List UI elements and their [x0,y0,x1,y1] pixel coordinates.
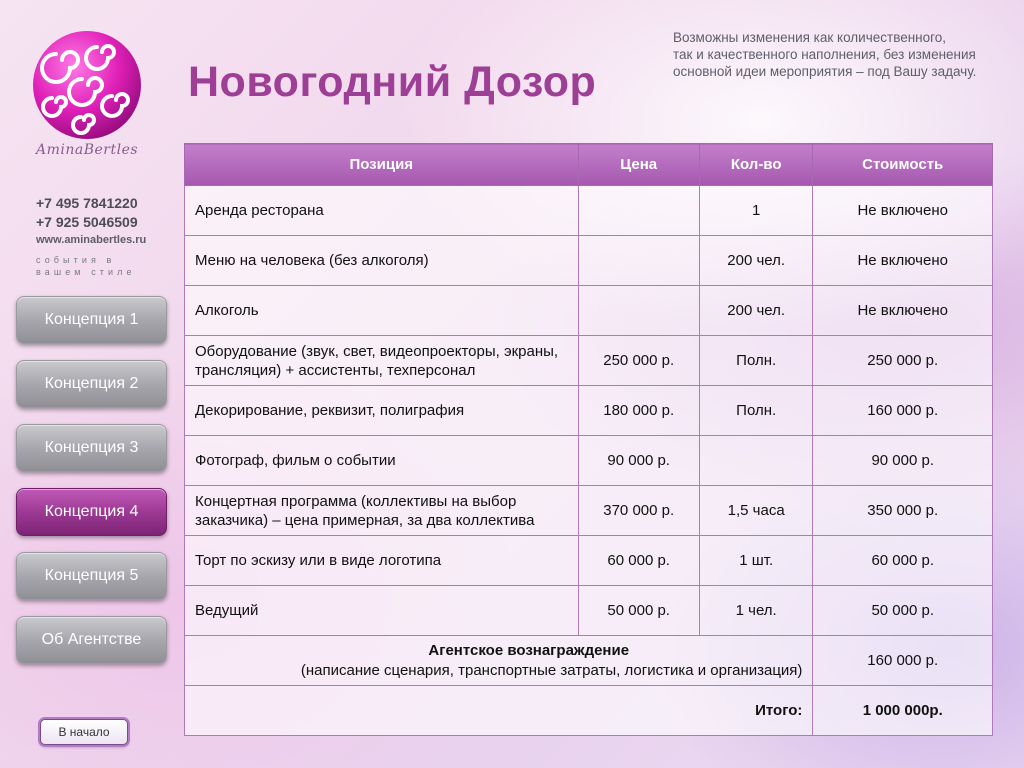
table-row [185,236,993,286]
position-text: Фотограф, фильм о событии [195,452,396,469]
agency-fee-subtitle: (написание сценария, транспортные затраты, логистика и организация) [300,661,803,679]
agency-fee-cell [185,636,813,686]
nav-concept-1-button[interactable]: Концепция 1 [16,296,167,344]
cell-position [185,486,579,536]
nav-concept-4-button[interactable]: Концепция 4 [16,488,167,536]
website: www.aminabertles.ru [36,234,147,246]
contacts [36,194,156,278]
agency-fee-row [185,636,993,686]
cell-cost: 160 000 р. [813,386,993,436]
note-line: так и качественного наполнения, без изменения [673,47,976,62]
cell-cost: Не включено [813,286,993,336]
home-button[interactable]: В начало [40,719,128,745]
logo-text: AminaBertles [36,142,139,158]
table-header-row [185,144,993,186]
cell-cost: 60 000 р. [813,536,993,586]
cell-qty: 1 [699,186,813,236]
cell-qty: 1 шт. [699,536,813,586]
cell-cost: 250 000 р. [813,336,993,386]
table-row [185,186,993,236]
nav-concept-3-button[interactable]: Концепция 3 [16,424,167,472]
cell-position [185,286,579,336]
nav-concept-5-button[interactable]: Концепция 5 [16,552,167,600]
cell-cost: 90 000 р. [813,436,993,486]
cell-price: 180 000 р. [578,386,699,436]
table-row [185,386,993,436]
disclaimer-note [673,29,1003,80]
cell-qty [699,436,813,486]
cell-price: 60 000 р. [578,536,699,586]
table-row [185,286,993,336]
header-position: Позиция [185,144,579,186]
nav-about-agency-button[interactable]: Об Агентстве [16,616,167,664]
header-qty: Кол-во [699,144,813,186]
cell-price: 50 000 р. [578,586,699,636]
cell-position [185,386,579,436]
note-line: Возможны изменения как количественного, [673,30,947,45]
table-row [185,486,993,536]
position-text: Меню на человека (без алкоголя) [195,252,429,269]
table-row [185,336,993,386]
header-price: Цена [578,144,699,186]
cell-price: 370 000 р. [578,486,699,536]
cell-qty: Полн. [699,386,813,436]
agency-fee-title: Агентское вознаграждение [428,641,630,659]
cell-cost: 50 000 р. [813,586,993,636]
cell-cost: 350 000 р. [813,486,993,536]
total-label: Итого: [185,686,813,736]
logo [32,30,152,158]
cell-position [185,336,579,386]
cell-position [185,586,579,636]
concept-nav [16,296,168,680]
position-text: Алкоголь [195,302,259,319]
agency-fee-cost: 160 000 р. [813,636,993,686]
table-row [185,536,993,586]
position-text: Торт по эскизу или в виде логотипа [195,552,442,569]
phone-1: +7 495 7841220 [36,195,138,211]
cell-position [185,436,579,486]
cell-price [578,236,699,286]
cell-price: 90 000 р. [578,436,699,486]
position-text: Аренда ресторана [195,202,324,219]
header-cost: Стоимость [813,144,993,186]
cell-cost: Не включено [813,236,993,286]
cell-price [578,286,699,336]
table-row [185,436,993,486]
total-value: 1 000 000р. [813,686,993,736]
cell-qty: 1,5 часа [699,486,813,536]
position-text: Ведущий [195,602,259,619]
page-title: Новогодний Дозор [188,58,597,106]
price-table [184,143,993,736]
cell-position [185,186,579,236]
nav-concept-2-button[interactable]: Концепция 2 [16,360,167,408]
position-text: Декорирование, реквизит, полиграфия [195,402,465,419]
position-text: Оборудование (звук, свет, видеопроекторы, экраны, трансляция) + ассистенты, техперсонал [195,342,559,379]
slogan: события в вашем стиле [36,255,136,277]
total-row [185,686,993,736]
cell-price: 250 000 р. [578,336,699,386]
phone-2: +7 925 5046509 [36,214,138,230]
table-row [185,586,993,636]
logo-ornament-icon [32,30,142,140]
cell-price [578,186,699,236]
cell-qty: 200 чел. [699,286,813,336]
cell-qty: 200 чел. [699,236,813,286]
cell-position [185,536,579,586]
position-text: Концертная программа (коллективы на выбор заказчика) – цена примерная, за два коллектива [195,492,535,529]
cell-cost: Не включено [813,186,993,236]
note-line: основной идеи мероприятия – под Вашу задачу. [673,64,977,79]
cell-position [185,236,579,286]
cell-qty: Полн. [699,336,813,386]
cell-qty: 1 чел. [699,586,813,636]
